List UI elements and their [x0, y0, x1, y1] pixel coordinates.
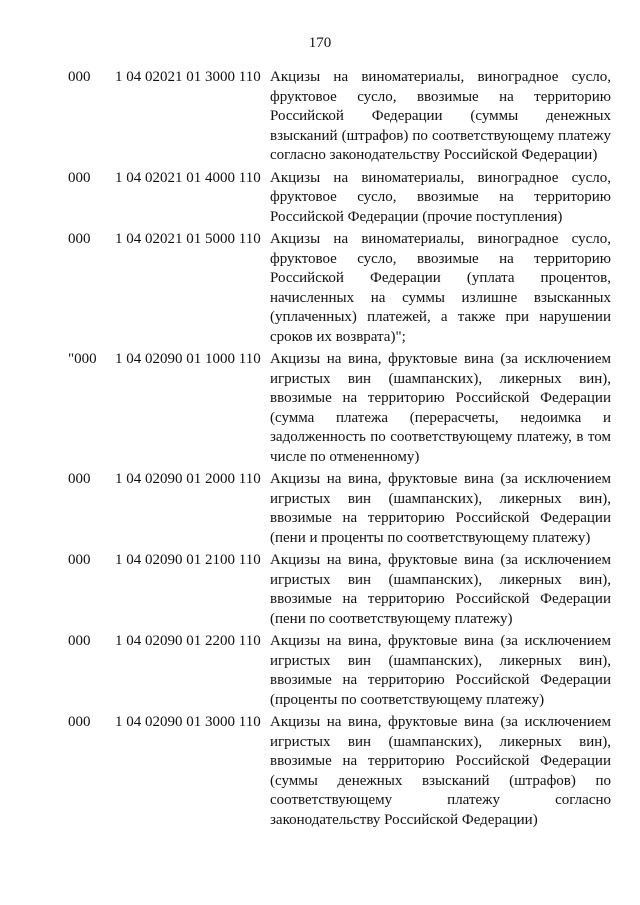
description-line: (суммы денежных взысканий (штрафов) по — [270, 772, 611, 789]
budget-code-table — [0, 68, 640, 833]
description-line: игристых вин (шампанских), ликерных вин), — [270, 370, 611, 387]
admin-code: 000 — [68, 471, 91, 487]
revenue-description — [270, 470, 611, 548]
description-line: ввозимые на территорию Российской Федерации — [270, 510, 611, 526]
table-row — [0, 632, 640, 710]
description-line: соответствующему платежу согласно — [270, 792, 611, 808]
page-number: 170 — [308, 35, 332, 51]
description-line: задолженность по соответствующему платежу, в том — [270, 429, 611, 445]
description-line: Акцизы на вина, фруктовые вина (за исключением — [270, 714, 611, 730]
description-line: (уплаченных) платежей, а также при нарушении — [270, 309, 611, 325]
admin-code: 000 — [68, 69, 91, 85]
description-line: согласно законодательству Российской Федерации) — [270, 147, 598, 163]
table-row — [0, 350, 640, 467]
description-line: фруктовое сусло, ввозимые на территорию — [270, 250, 611, 267]
table-row — [0, 230, 640, 347]
admin-code: 000 — [68, 231, 91, 247]
revenue-description — [270, 350, 611, 467]
description-line: фруктовое сусло, ввозимые на территорию — [270, 189, 611, 205]
budget-classification-code: 1 04 02021 01 3000 110 — [115, 69, 261, 85]
description-line: фруктовое сусло, ввозимые на территорию — [270, 88, 611, 105]
table-row — [0, 551, 640, 629]
description-line: Акцизы на вина, фруктовые вина (за исключением — [270, 552, 611, 568]
budget-classification-code: 1 04 02090 01 2200 110 — [115, 633, 261, 649]
admin-code: "000 — [68, 351, 97, 367]
revenue-description — [270, 551, 611, 629]
revenue-description — [270, 713, 611, 830]
revenue-description — [270, 632, 611, 710]
description-line: Акцизы на виноматериалы, виноградное сусло, — [270, 231, 611, 247]
budget-classification-code: 1 04 02090 01 3000 110 — [115, 714, 261, 730]
budget-classification-code: 1 04 02090 01 2000 110 — [115, 471, 261, 487]
description-line: ввозимые на территорию Российской Федерации — [270, 672, 611, 688]
revenue-description — [270, 68, 611, 166]
description-line: (сумма платежа (перерасчеты, недоимка и — [270, 409, 611, 426]
description-line: Акцизы на вина, фруктовые вина (за исключением — [270, 471, 611, 487]
description-line: сроков их возврата)"; — [270, 328, 406, 345]
admin-code: 000 — [68, 714, 91, 730]
description-line: ввозимые на территорию Российской Федерации — [270, 390, 611, 406]
description-line: (проценты по соответствующему платежу) — [270, 691, 545, 708]
admin-code: 000 — [68, 169, 91, 186]
revenue-description — [270, 169, 611, 228]
description-line: игристых вин (шампанских), ликерных вин), — [270, 652, 611, 669]
description-line: Акцизы на виноматериалы, виноградное сусло, — [270, 69, 611, 85]
table-row — [0, 169, 640, 228]
admin-code: 000 — [68, 633, 91, 649]
table-row — [0, 470, 640, 548]
description-line: игристых вин (шампанских), ликерных вин), — [270, 733, 611, 750]
description-line: законодательству Российской Федерации) — [270, 811, 538, 828]
description-line: (пени и проценты по соответствующему платежу) — [270, 529, 591, 546]
description-line: (пени по соответствующему платежу) — [270, 610, 513, 627]
description-line: Российской Федерации (прочие поступления) — [270, 208, 563, 225]
budget-classification-code: 1 04 02090 01 1000 110 — [115, 351, 261, 367]
description-line: игристых вин (шампанских), ликерных вин), — [270, 571, 611, 588]
description-line: ввозимые на территорию Российской Федерации — [270, 591, 611, 607]
description-line: Российской Федерации (суммы денежных — [270, 108, 611, 124]
admin-code: 000 — [68, 552, 91, 568]
budget-classification-code: 1 04 02090 01 2100 110 — [115, 552, 261, 568]
revenue-description — [270, 230, 611, 347]
budget-classification-code: 1 04 02021 01 5000 110 — [115, 231, 261, 247]
description-line: Акцизы на виноматериалы, виноградное сусло, — [270, 169, 611, 186]
description-line: начисленных на суммы излишне взысканных — [270, 289, 611, 306]
description-line: Акцизы на вина, фруктовые вина (за исключением — [270, 351, 611, 367]
description-line: игристых вин (шампанских), ликерных вин), — [270, 490, 611, 507]
description-line: числе по отмененному) — [270, 448, 420, 465]
budget-classification-code: 1 04 02021 01 4000 110 — [115, 169, 261, 186]
table-row — [0, 713, 640, 830]
description-line: Акцизы на вина, фруктовые вина (за исключением — [270, 633, 611, 649]
description-line: ввозимые на территорию Российской Федерации — [270, 753, 611, 769]
description-line: взысканий (штрафов) по соответствующему платежу — [270, 127, 611, 144]
description-line: Российской Федерации (уплата процентов, — [270, 270, 611, 286]
table-row — [0, 68, 640, 166]
